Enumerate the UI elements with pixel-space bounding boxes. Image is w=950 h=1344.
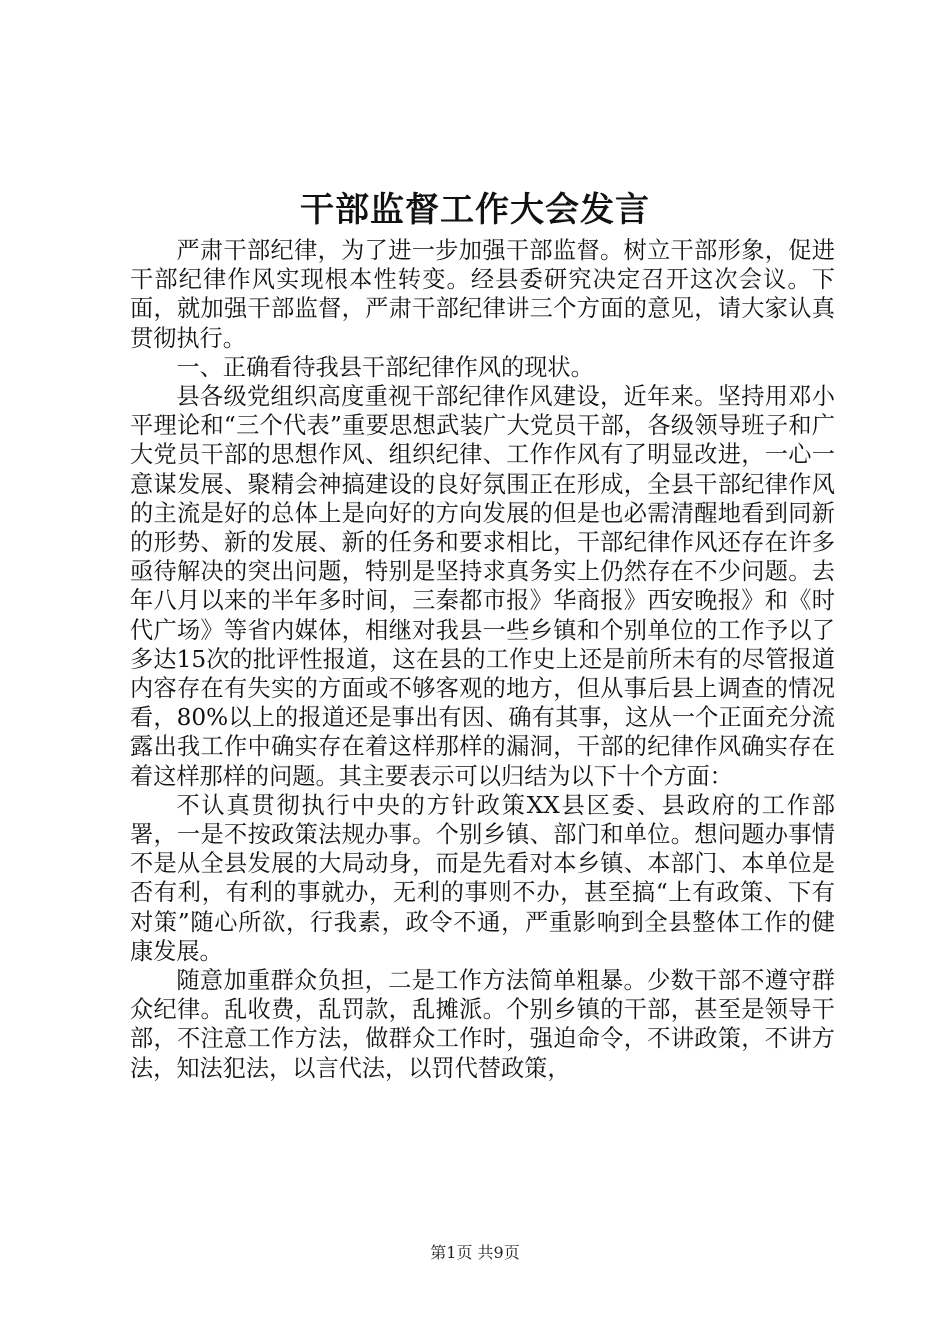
document-title: 干部监督工作大会发言 <box>300 190 650 230</box>
paragraph-intro: 严肃干部纪律，为了进一步加强干部监督。树立干部形象，促进干部纪律作风实现根本性转变。经县委研究决定召开这次会议。下面，就加强干部监督，严肃干部纪律讲三个方面的意见，请大家认真贯彻执行。 <box>130 237 835 352</box>
page-number-footer: 第1页 共9页 <box>430 1243 520 1262</box>
paragraph-status: 县各级党组织高度重视干部纪律作风建设，近年来。坚持用邓小平理论和“三个代表”重要思想武装广大党员干部，各级领导班子和广大党员干部的思想作风、组织纪律、工作作风有了明显改进，一心一意谋发展、聚精会神搞建设的良好氛围正在形成，全县干部纪律作风的主流是好的总体上是向好的方向发展的但是也必需清醒地看到同新的形势、新的发展、新的任务和要求相比，干部纪律作风还存在许多亟待解决的突出问题，特别是坚持求真务实上仍然存在不少问题。去年八月以来的半年多时间，三秦都市报》华商报》西安晚报》和《时代广场》等省内媒体，相继对我县一些乡镇和个别单位的工作予以了多达15次的批评性报道，这在县的工作史上还是前所未有的尽管报道内容存在有失实的方面或不够客观的地方，但从事后县上调查的情况看，80%以上的报道还是事出有因、确有其事，这从一个正面充分流露出我工作中确实存在着这样那样的漏洞，干部的纪律作风确实存在着这样那样的问题。其主要表示可以归结为以下十个方面： <box>130 383 835 790</box>
paragraph-problem-2: 随意加重群众负担，二是工作方法简单粗暴。少数干部不遵守群众纪律。乱收费，乱罚款，乱摊派。个别乡镇的干部，甚至是领导干部，不注意工作方法，做群众工作时，强迫命令，不讲政策，不讲方法，知法犯法，以言代法，以罚代替政策， <box>130 967 835 1082</box>
paragraph-problem-1: 不认真贯彻执行中央的方针政策XX县区委、县政府的工作部署，一是不按政策法规办事。个别乡镇、部门和单位。想问题办事情不是从全县发展的大局动身，而是先看对本乡镇、本部门、本单位是否有利，有利的事就办，无利的事则不办，甚至搞“上有政策、下有对策”随心所欲，行我素，政令不通，严重影响到全县整体工作的健康发展。 <box>130 791 835 965</box>
section-heading-1: 一、正确看待我县干部纪律作风的现状。 <box>176 353 594 381</box>
document-body <box>130 236 835 1083</box>
